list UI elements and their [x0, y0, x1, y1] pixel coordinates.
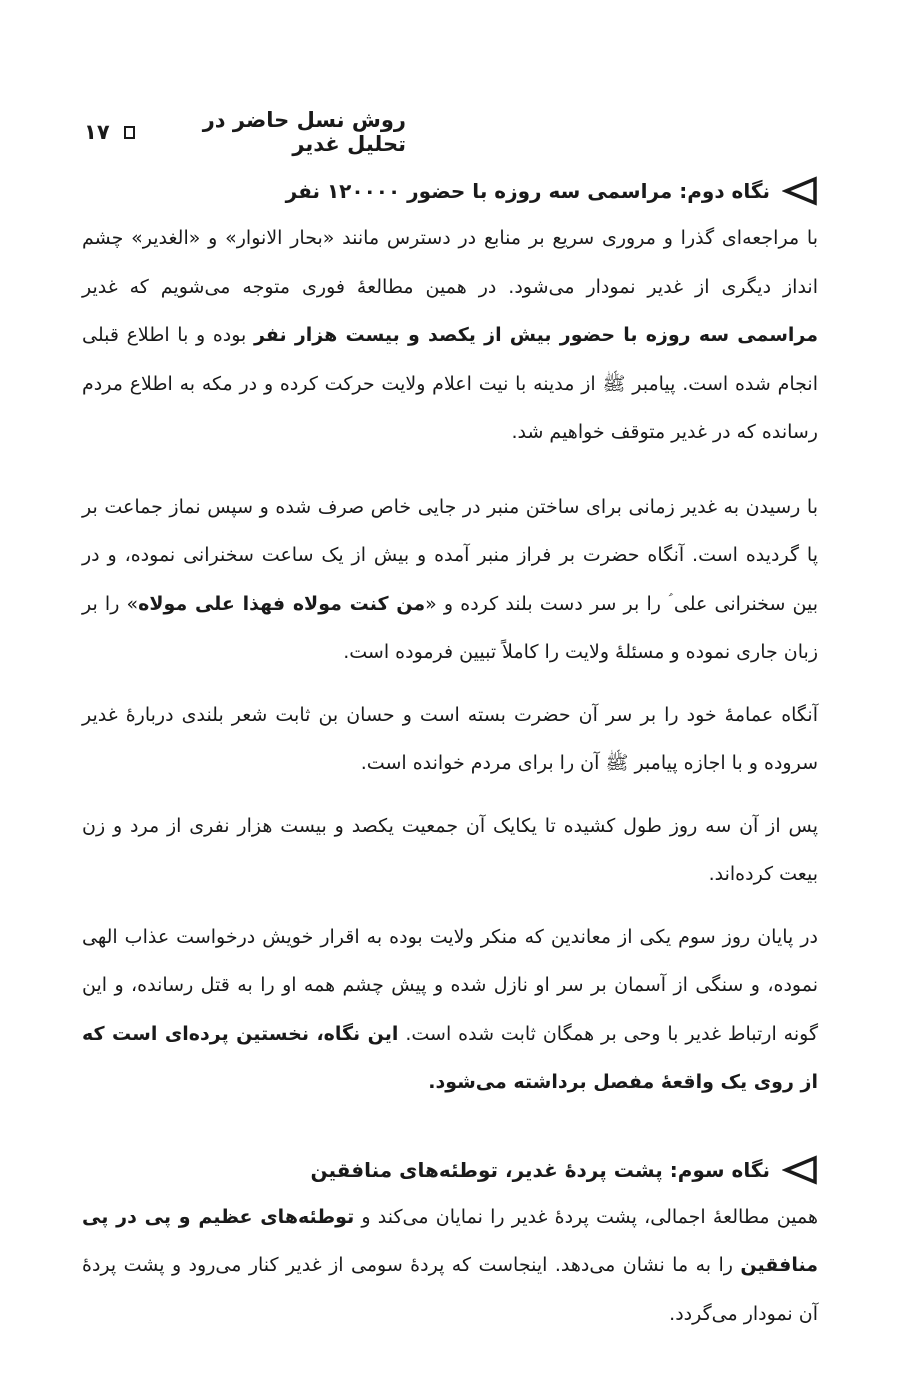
header-title: روش نسل حاضر در تحلیل غدیر — [202, 108, 406, 156]
paragraph: آنگاه عمامۀ خود را بر سر آن حضرت بسته است و حسان بن ثابت شعر بلندی دربارۀ غدیر سروده و با اجازه پیامبر ﷺ آن را برای مردم خوانده است. — [82, 703, 818, 774]
bold-phrase: این نگاه، نخستین پرده‌ای است که از روی یک واقعۀ مفصل برداشته می‌شود. — [82, 1022, 818, 1093]
page-content — [82, 168, 818, 1338]
triangle-left-icon — [782, 1155, 818, 1185]
section-heading-third-view — [82, 1147, 818, 1193]
paragraph: پس از آن سه روز طول کشیده تا یکایک آن جمعیت یکصد و بیست هزار نفری از مرد و زن بیعت کرده‌اند. — [82, 814, 818, 885]
bold-phrase: توطئه‌های عظیم و پی در پی منافقین — [82, 1205, 818, 1276]
paragraph: با رسیدن به غدیر زمانی برای ساختن منبر در جایی خاص صرف شده و سپس نماز جماعت بر پا گردیده است. آنگاه حضرت بر فراز منبر آمده و بیش از یک ساعت سخنرانی نموده، و در بین سخنرانی علی ؑ را بر سر دست بلند کرده و «من کنت مولاه فهذا علی مولاه» را بر زبان جاری نموده و مسئلۀ ولایت را کاملاً تبیین فرموده است. — [82, 495, 818, 663]
paragraph: همین مطالعۀ اجمالی، پشت پردۀ غدیر را نمایان می‌کند و توطئه‌های عظیم و پی در پی منافقین را به ما نشان می‌دهد. اینجاست که پردۀ سومی از غدیر کنار می‌رود و پشت پردۀ آن نمودار می‌گردد. — [82, 1205, 818, 1325]
running-header — [84, 108, 406, 156]
bold-phrase: من کنت مولاه فهذا علی مولاه — [138, 592, 426, 615]
section-heading-second-view — [82, 168, 818, 214]
section-heading-text: نگاه سوم: پشت پردۀ غدیر، توطئه‌های منافقین — [310, 1157, 770, 1182]
section-heading-text: نگاه دوم: مراسمی سه روزه با حضور ۱۲۰۰۰۰ نفر — [285, 179, 770, 203]
paragraph: با مراجعه‌ای گذرا و مروری سریع بر منابع در دسترس مانند «بحار الانوار» و «الغدیر» چشم انداز دیگری از غدیر نمودار می‌شود. در همین مطالعۀ فوری متوجه می‌شویم که غدیر مراسمی سه روزه با حضور بیش از یکصد و بیست هزار نفر بوده و با اطلاع قبلی انجام شده است. پیامبر ﷺ از مدینه با نیت اعلام ولایت حرکت کرده و در مکه به اطلاع مردم رسانده که در غدیر متوقف خواهیم شد. — [82, 227, 818, 443]
bold-phrase: مراسمی سه روزه با حضور بیش از یکصد و بیست هزار نفر — [253, 324, 818, 346]
paragraph: در پایان روز سوم یکی از معاندین که منکر ولایت بوده به اقرار خویش درخواست عذاب الهی نموده، و سنگی از آسمان بر سر او نازل شده و پیش چشم همه او را به قتل رسانده، و این گونه ارتباط غدیر با وحی بر همگان ثابت شده است. این نگاه، نخستین پرده‌ای است که از روی یک واقعۀ مفصل برداشته می‌شود. — [82, 925, 819, 1093]
page-number: ۱۷ — [84, 120, 110, 144]
triangle-left-icon — [782, 176, 818, 206]
square-icon — [124, 126, 135, 139]
